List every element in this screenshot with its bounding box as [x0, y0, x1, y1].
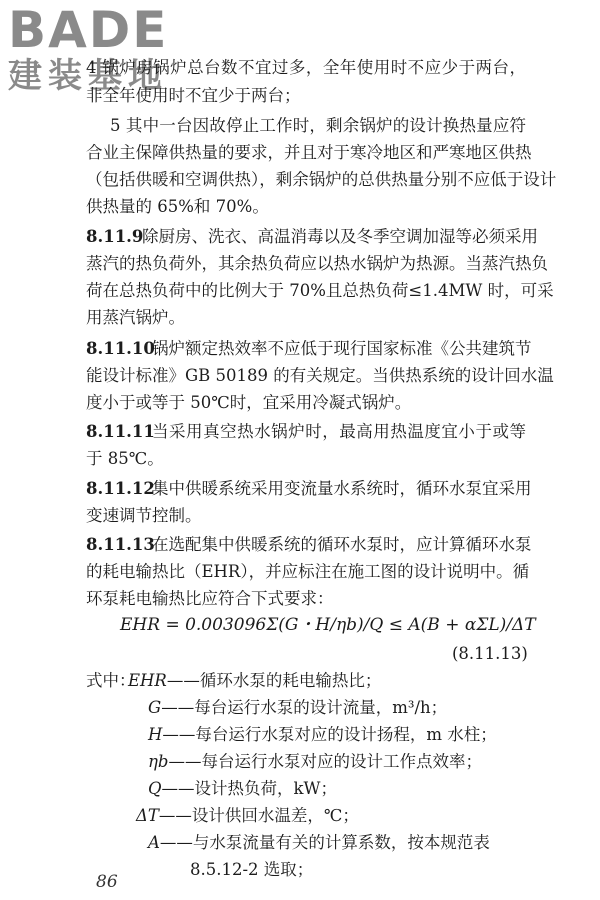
- definition-symbol: A: [148, 833, 160, 852]
- definition-item: [128, 667, 381, 694]
- clause-line: 度小于或等于 50℃时，宜采用冷凝式锅炉。: [86, 393, 412, 412]
- definition-symbol: Q: [148, 779, 162, 798]
- clause-line: 环泵耗电输热比应符合下式要求：: [86, 589, 334, 608]
- clause-number: 8.11.9: [86, 227, 144, 246]
- definition-symbol: ΔT: [136, 806, 159, 825]
- definition-continuation: 8.5.12-2 选取；: [190, 860, 314, 879]
- definition-symbol: EHR: [128, 671, 167, 690]
- clause-line: 能设计标准》GB 50189 的有关规定。当供热系统的设计回水温: [86, 366, 554, 385]
- clause-line: 蒸汽的热负荷外，其余热负荷应以热水锅炉为热源。当蒸汽热负: [86, 254, 548, 273]
- item-5-line-3: （包括供暖和空调供热），剩余锅炉的总供热量分别不应低于设计: [86, 170, 557, 189]
- definition-item: [136, 802, 359, 829]
- definition-item: [148, 694, 447, 721]
- clause-number: 8.11.13: [86, 535, 155, 554]
- definition-symbol: G: [148, 698, 162, 717]
- clause-line: 除厨房、洗衣、高温消毒以及冬季空调加湿等必须采用: [142, 227, 538, 246]
- definition-text: ——每台运行水泵对应的设计扬程，m 水柱；: [162, 725, 497, 744]
- clause-line: 于 85℃。: [86, 449, 164, 468]
- definition-text: ——与水泵流量有关的计算系数，按本规范表: [159, 833, 490, 852]
- clause-number: 8.11.11: [86, 422, 155, 441]
- clause-line: 用蒸汽锅炉。: [86, 308, 185, 327]
- definition-item: [148, 775, 337, 802]
- clause-line: 集中供暖系统采用变流量水系统时，循环水泵宜采用: [152, 479, 532, 498]
- definition-symbol: ηb: [148, 752, 169, 771]
- clause-number: 8.11.12: [86, 479, 155, 498]
- item-4-line-2: 非全年使用时不宜少于两台；: [86, 86, 301, 105]
- formula-number: (8.11.13): [452, 644, 528, 663]
- clause-line: 荷在总热负荷中的比例大于 70%且总热负荷≤1.4MW 时，可采: [86, 281, 554, 300]
- clause-line: 变速调节控制。: [86, 506, 202, 525]
- clause-line: 在选配集中供暖系统的循环水泵时，应计算循环水泵: [152, 535, 532, 554]
- watermark-subtitle: 建装基地: [8, 56, 168, 96]
- clause-line: 的耗电输热比（EHR），并应标注在施工图的设计说明中。循: [86, 562, 530, 581]
- formula-line: EHR = 0.003096Σ(G・H/ηb)/Q ≤ A(B + αΣL)/ΔT: [120, 615, 536, 635]
- definition-text: ——循环水泵的耗电输热比；: [166, 671, 382, 690]
- item-5-line-1: 5 其中一台因故停止工作时，剩余锅炉的设计换热量应符: [110, 116, 526, 135]
- clause-number: 8.11.10: [86, 339, 155, 358]
- definitions-intro: 式中：: [86, 671, 136, 690]
- definition-text: ——设计供回水温差，℃；: [158, 806, 359, 825]
- item-4-line-1: 4 锅炉房锅炉总台数不宜过多，全年使用时不应少于两台，: [86, 58, 526, 77]
- item-5-line-4: 供热量的 65%和 70%。: [86, 197, 269, 216]
- clause-line: 当采用真空热水锅炉时，最高用热温度宜小于或等: [152, 422, 526, 441]
- clause-line: 锅炉额定热效率不应低于现行国家标准《公共建筑节: [152, 339, 532, 358]
- definition-text: ——设计热负荷，kW；: [161, 779, 337, 798]
- definition-text: ——每台运行水泵的设计流量，m³/h；: [161, 698, 448, 717]
- definition-item: [148, 829, 490, 856]
- definition-item: [148, 721, 497, 748]
- page-number: 86: [96, 872, 118, 892]
- item-5-line-2: 合业主保障供热量的要求，并且对于寒冷地区和严寒地区供热: [86, 143, 532, 162]
- definition-text: ——每台运行水泵对应的设计工作点效率；: [168, 752, 482, 771]
- definition-symbol: H: [148, 725, 163, 744]
- definition-item: [148, 748, 482, 775]
- watermark-word: BADE: [8, 1, 169, 59]
